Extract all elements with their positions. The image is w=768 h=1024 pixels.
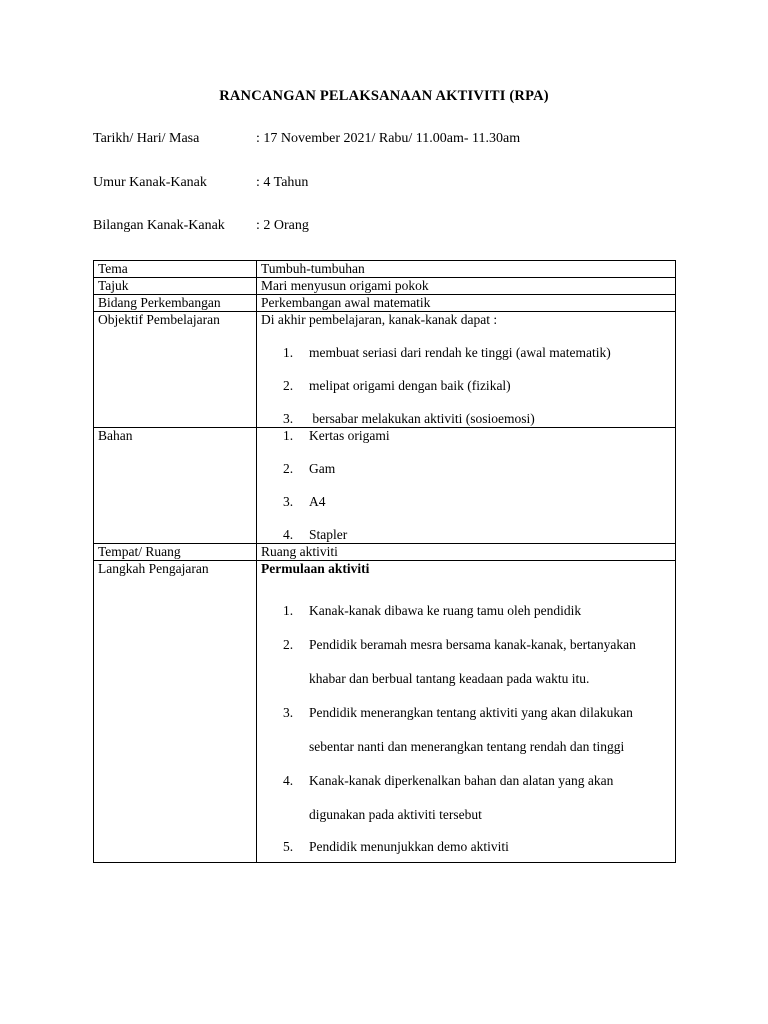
list-text: Stapler [309, 527, 348, 542]
list-item [261, 411, 671, 427]
list-item [261, 696, 671, 764]
list-text: membuat seriasi dari rendah ke tinggi (awal matematik) [309, 345, 611, 360]
row-value [257, 561, 676, 863]
row-label: Tema [94, 261, 257, 278]
row-label: Tajuk [94, 278, 257, 295]
objektif-list [261, 345, 671, 427]
list-text: Pendidik menunjukkan demo aktiviti [309, 839, 509, 854]
langkah-heading: Permulaan aktiviti [261, 561, 370, 576]
list-item [261, 378, 671, 394]
table-row-tajuk [94, 278, 676, 295]
list-number: 5. [283, 839, 294, 854]
list-number: 3. [283, 705, 294, 720]
rpa-table [93, 260, 676, 863]
list-text: Kertas origami [309, 428, 390, 443]
meta-value: : 4 Tahun [256, 175, 309, 190]
list-item [261, 832, 671, 862]
list-item [261, 461, 671, 477]
list-text: melipat origami dengan baik (fizikal) [309, 378, 511, 393]
list-text: A4 [309, 494, 326, 509]
document-title: RANCANGAN PELAKSANAAN AKTIVITI (RPA) [219, 88, 549, 104]
row-label: Bidang Perkembangan [94, 295, 257, 312]
row-value: Ruang aktiviti [257, 544, 676, 561]
list-number: 4. [283, 527, 294, 542]
bahan-list [261, 428, 671, 543]
meta-label: Bilangan Kanak-Kanak [93, 218, 225, 233]
list-number: 1. [283, 603, 294, 618]
list-item [261, 764, 671, 832]
row-label: Tempat/ Ruang [94, 544, 257, 561]
table-row-tema [94, 261, 676, 278]
table-row-bidang [94, 295, 676, 312]
list-item [261, 527, 671, 543]
list-text: Gam [309, 461, 336, 476]
table-row-langkah [94, 561, 676, 863]
list-number: 2. [283, 637, 294, 652]
list-item [261, 345, 671, 361]
meta-label: Umur Kanak-Kanak [93, 175, 207, 190]
list-item [261, 494, 671, 510]
list-text: Kanak-kanak diperkenalkan bahan dan alatan yang akan digunakan pada aktiviti tersebut [309, 773, 614, 822]
table-row-objektif [94, 312, 676, 428]
list-number: 1. [283, 428, 294, 443]
row-value: Perkembangan awal matematik [257, 295, 676, 312]
row-label: Bahan [94, 428, 257, 544]
list-number: 3. [283, 411, 294, 426]
meta-value: : 17 November 2021/ Rabu/ 11.00am- 11.30am [256, 131, 521, 146]
row-value: Tumbuh-tumbuhan [257, 261, 676, 278]
list-number: 4. [283, 773, 294, 788]
table-row-bahan [94, 428, 676, 544]
objektif-intro: Di akhir pembelajaran, kanak-kanak dapat : [261, 312, 498, 327]
list-number: 3. [283, 494, 294, 509]
meta-label: Tarikh/ Hari/ Masa [93, 131, 200, 146]
list-text: Pendidik beramah mesra bersama kanak-kanak, bertanyakan khabar dan berbual tantang keadaan pada waktu itu. [309, 637, 636, 686]
meta-value: : 2 Orang [256, 218, 309, 233]
row-value [257, 428, 676, 544]
list-number: 2. [283, 461, 294, 476]
row-label: Langkah Pengajaran [94, 561, 257, 863]
list-number: 2. [283, 378, 294, 393]
langkah-list [261, 594, 671, 862]
list-item [261, 628, 671, 696]
row-value [257, 312, 676, 428]
row-label: Objektif Pembelajaran [94, 312, 257, 428]
list-item [261, 428, 671, 444]
list-text: Kanak-kanak dibawa ke ruang tamu oleh pendidik [309, 603, 582, 618]
list-number: 1. [283, 345, 294, 360]
list-text: bersabar melakukan aktiviti (sosioemosi) [309, 411, 535, 426]
row-value: Mari menyusun origami pokok [257, 278, 676, 295]
list-item [261, 594, 671, 628]
table-row-tempat [94, 544, 676, 561]
list-text: Pendidik menerangkan tentang aktiviti yang akan dilakukan sebentar nanti dan menerangkan tentang rendah dan tinggi [309, 705, 633, 754]
